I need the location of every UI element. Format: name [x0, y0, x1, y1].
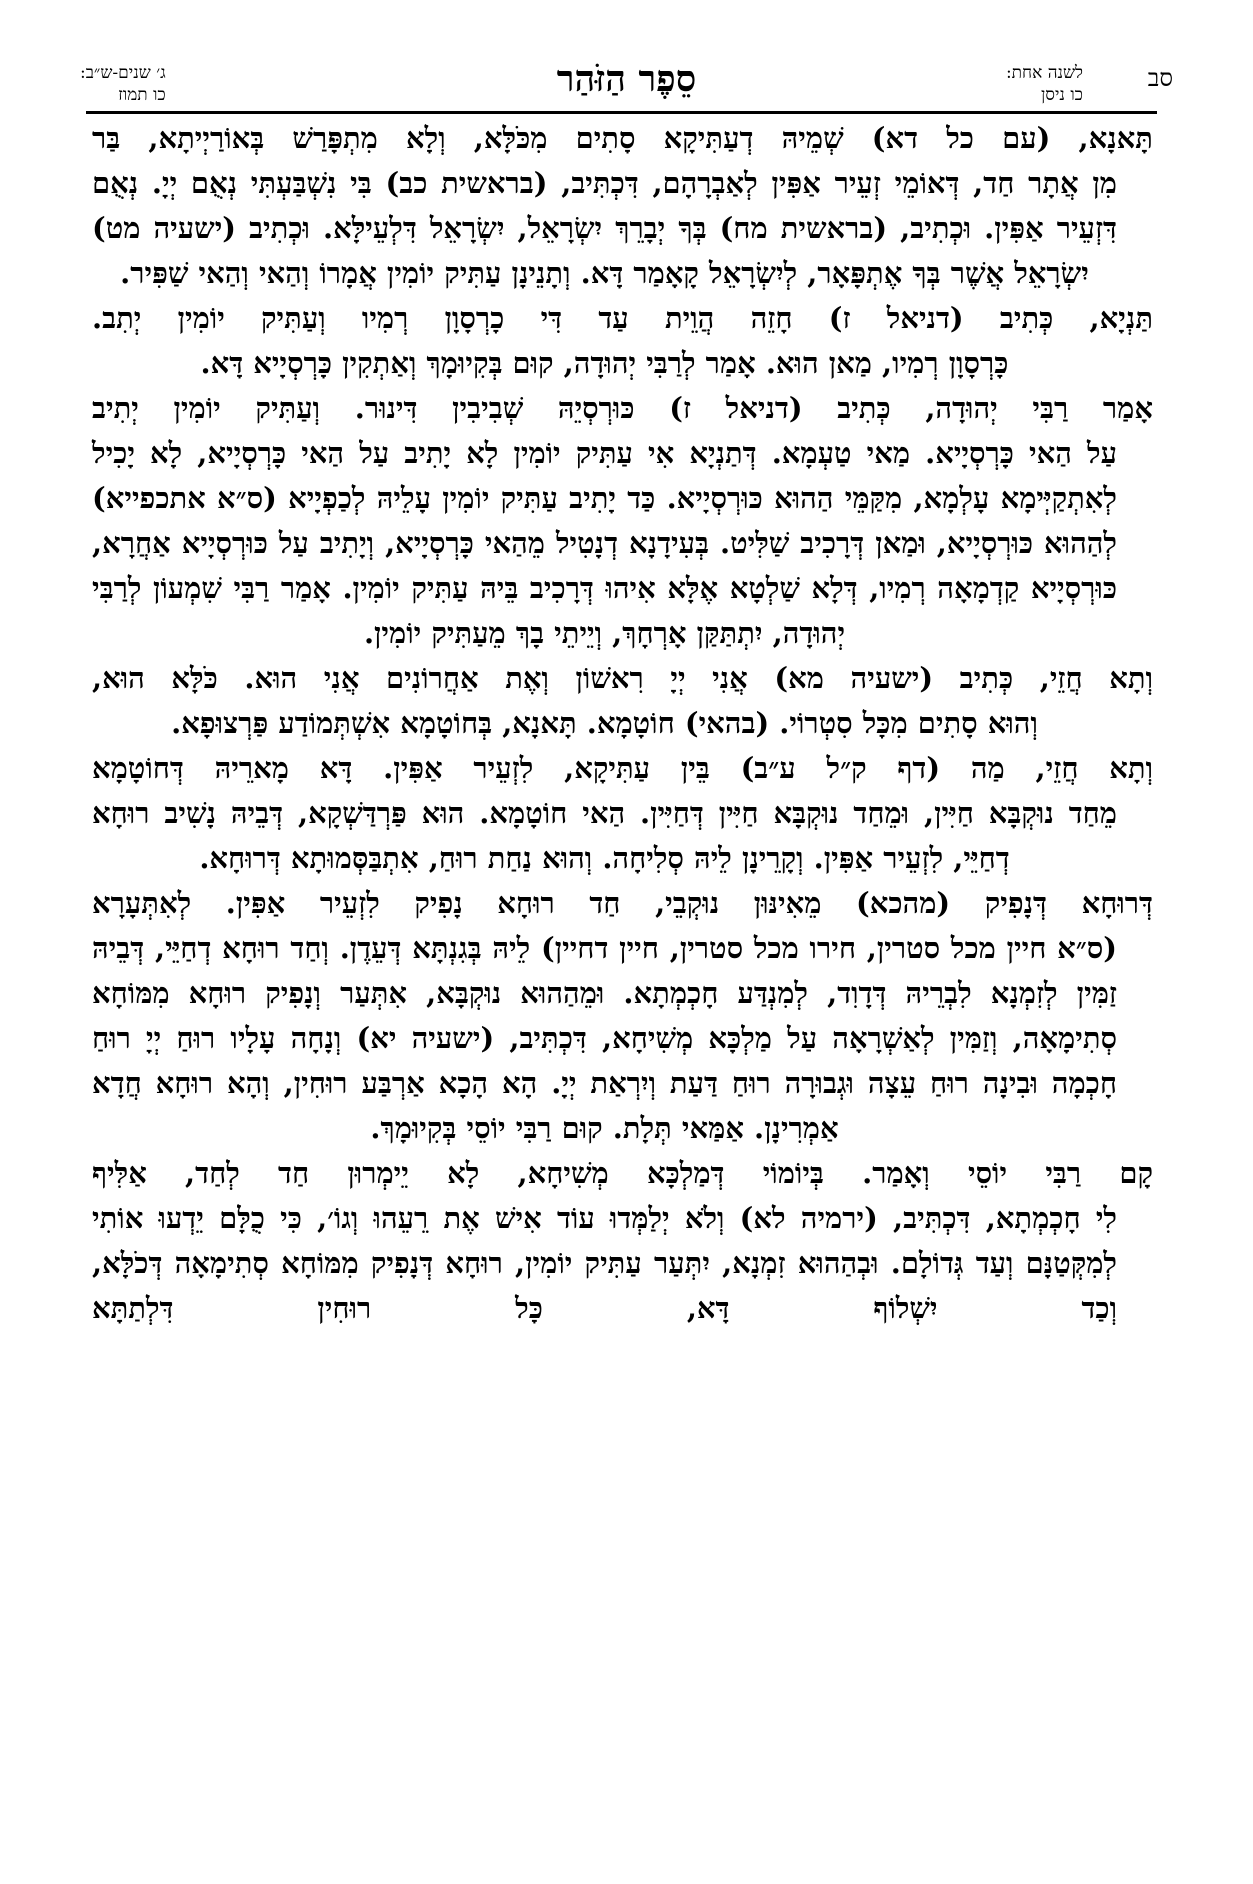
paragraph-continuation: מִן אֲתָר חַד, דְּאוֹמֵי זְעֵיר אַפִּין לְאַבְרָהָם, דִּכְתִּיב, (בראשית כב) בִּי נִשְׁבַּעְתִּי נְאֻם יְיָ. נְאֻם דִּזְעֵיר אַפִּין. וּכְתִיב, (בראשית מח) בְּךָ יְבָרֵךְ יִשְׂרָאֵל, יִשְׂרָאֵל דִּלְעֵילָּא. וּכְתִיב (ישעיה מט) יִשְׂרָאֵל אֲשֶׁר בְּךָ אֶתְפָּאָר, לְיִשְׂרָאֵל קָאָמַר דָּא. וְתָנֵינָן עַתִּיק יוֹמִין אֲמָרוֹ וְהַאי וְהַאי שַׁפִּיר.: [92, 166, 1117, 290]
schedule-one-year-label: לשנה אחת:: [1005, 63, 1083, 83]
paragraph-continuation: (ס״א חיין מכל סטרין, חירו מכל סטרין, חיין דחיין) לֵיהּ בְּגִנְתָּא דְּעֵדֶן. וְחַד רוּחָא דְחַיֵּי, דְּבֵיהּ זַמִּין לְזִמְנָא לִבְרֵיהּ דְּדָוִד, לְמִנְדַּע חָכְמְתָא. וּמֵהַהוּא נוּקְבָּא, אִתְּעַר וְנָפִיק רוּחָא מִמּוֹחָא סְתִימָאָה, וְזַמִּין לְאַשְׁרָאָה עַל מַלְכָּא מְשִׁיחָא, דִּכְתִּיב, (ישעיה יא) וְנָחָה עָלָיו רוּחַ יְיָ רוּחַ חָכְמָה וּבִינָה רוּחַ עֵצָה וּגְבוּרָה רוּחַ דַּעַת וְיִרְאַת יְיָ. הָא הָכָא אַרְבַּע רוּחִין, וְהָא רוּחָא חֲדָא אַמְרִינָן. אַמַּאי תְּלָת. קוּם רַבִּי יוֹסֵי בְּקִיוּמָךְ.: [92, 931, 1117, 1145]
schedule-three-years-label: ג׳ שנים-ש״ב:: [80, 63, 166, 83]
header-divider: [86, 111, 1157, 114]
book-title: סֵפֶר הַזֹּהַר: [556, 58, 697, 100]
paragraph-continuation: וְהוּא סָתִים מִכָּל סִטְרוֹי. (בהאי) חוֹטָמָא. תָּאנָא, בְּחוֹטָמָא אִשְׁתְּמוֹדַע פַּרְצוּפָא.: [171, 706, 1038, 740]
page-header: [80, 58, 1173, 108]
paragraph: [92, 386, 1153, 431]
paragraph-first-line: תָּאנָא, (עם כל דא) שְׁמֵיהּ דְעַתִּיקָא סָתִים מִכֹּלָּא, וְלָא מִתְפָּרַשׁ בְּאוֹרַיְיתָא, בַּר: [92, 121, 1153, 155]
page-number: סב: [1147, 64, 1173, 92]
paragraph: [92, 881, 1153, 926]
paragraph-continuation: לִי חָכְמְתָא, דִּכְתִּיב, (ירמיה לא) וְלֹא יְלַמְּדוּ עוֹד אִישׁ אֶת רֵעֵהוּ וְגוֹ׳, כִּי כֻלָּם יֵדְעוּ אוֹתִי לְמִקְּטַנָּם וְעַד גְּדוֹלָם. וּבְהַהוּא זִמְנָא, יִתְּעַר עַתִּיק יוֹמִין, רוּחָא דְּנָפִיק מִמּוֹחָא סְתִימָאָה דְּכֹלָּא, וְכַד יִשְׁלוֹף דָּא, כָּל רוּחִין דִּלְתַתָּא: [92, 1201, 1117, 1325]
schedule-one-year-date: כו ניסן: [1040, 85, 1083, 105]
paragraph: [92, 116, 1153, 161]
paragraph-first-line: וְתָא חֲזֵי, מַה (דף ק״ל ע״ב) בֵּין עַתִּיקָא, לִזְעֵיר אַפִּין. דָּא מָארֵיהּ דְּחוֹטָמָא: [92, 751, 1153, 785]
paragraph: [92, 746, 1153, 791]
paragraph-first-line: אָמַר רַבִּי יְהוּדָה, כְּתִיב (דניאל ז) כּוּרְסְיֵהּ שְׁבִיבִין דִּינוּר. וְעַתִּיק יוֹמִין יְתִיב: [92, 391, 1153, 425]
paragraph-continuation: כָּרְסָוָן רְמִיו, מַאן הוּא. אָמַר לְרַבִּי יְהוּדָה, קוּם בְּקִיוּמָךְ וְאַתְקִין כָּרְסְיָיא דָּא.: [200, 346, 1009, 380]
paragraph-continuation: מֵחַד נוּקְבָּא חַיִּין, וּמֵחַד נוּקְבָּא חַיִּין דְּחַיִּין. הַאי חוֹטָמָא. הוּא פַּרְדַּשְׁקָא, דְּבֵיהּ נָשִׁיב רוּחָא דְחַיֵּי, לִזְעֵיר אַפִּין. וְקָרֵינָן לֵיהּ סְלִיחָה. וְהוּא נַחַת רוּחַ, אִתְבַּסְּמוּתָא דְּרוּחָא.: [92, 796, 1117, 875]
paragraph-first-line: קָם רַבִּי יוֹסֵי וְאָמַר. בְּיוֹמוֹי דְּמַלְכָּא מְשִׁיחָא, לָא יֵימְרוּן חַד לְחַד, אַלִּיף: [92, 1156, 1153, 1190]
paragraph: [92, 1151, 1153, 1196]
paragraph-first-line: וְתָא חֲזֵי, כְּתִיב (ישעיה מא) אֲנִי יְיָ רִאשׁוֹן וְאֶת אַחֲרוֹנִים אֲנִי הוּא. כֹּלָּא הוּא,: [92, 661, 1153, 695]
paragraph-first-line: תַּנְיָא, כְּתִיב (דניאל ז) חָזֵה הֲוֵית עַד דִּי כָרְסָוָן רְמִיו וְעַתִּיק יוֹמִין יְתִב.: [92, 301, 1153, 335]
schedule-three-years-date: כו תמוז: [118, 85, 166, 105]
paragraph: [92, 296, 1153, 341]
schedule-three-years: [80, 62, 166, 106]
paragraph: [92, 656, 1153, 701]
text-body: [92, 116, 1153, 1331]
paragraph-first-line: דְּרוּחָא דְּנָפִיק (מהכא) מֵאִינּוּן נוּקְבֵי, חַד רוּחָא נָפִיק לִזְעֵיר אַפִּין. לְאִתְּעָרָא: [92, 886, 1153, 920]
paragraph-continuation: עַל הַאי כָּרְסְיָיא. מַאי טַעְמָא. דְּתַנְיָא אִי עַתִּיק יוֹמִין לָא יָתִיב עַל הַאי כָּרְסְיָיא, לָא יָכִיל לְאִתְקַיְּימָא עָלְמָא, מִקַּמֵּי הַהוּא כּוּרְסְיָיא. כַּד יָתִיב עַתִּיק יוֹמִין עָלֵיהּ לְכַפְיָיא (ס״א אתכפייא) לְהַהוּא כּוּרְסְיָיא, וּמַאן דְּרָכִיב שַׁלִּיט. בְּעִידָנָא דְנָטִיל מֵהַאי כָּרְסְיָיא, וְיָתִיב עַל כּוּרְסְיָיא אַחֲרָא, כּוּרְסְיָיא קַדְמָאָה רְמִיו, דְּלָא שַׁלְטָא אֶלָּא אִיהוּ דְּרָכִיב בֵּיהּ עַתִּיק יוֹמִין. אָמַר רַבִּי שִׁמְעוֹן לְרַבִּי יְהוּדָה, יִתְתַּקַּן אָרְחָךְ, וְיֵיתֵי בָךְ מֵעַתִּיק יוֹמִין.: [92, 436, 1117, 650]
